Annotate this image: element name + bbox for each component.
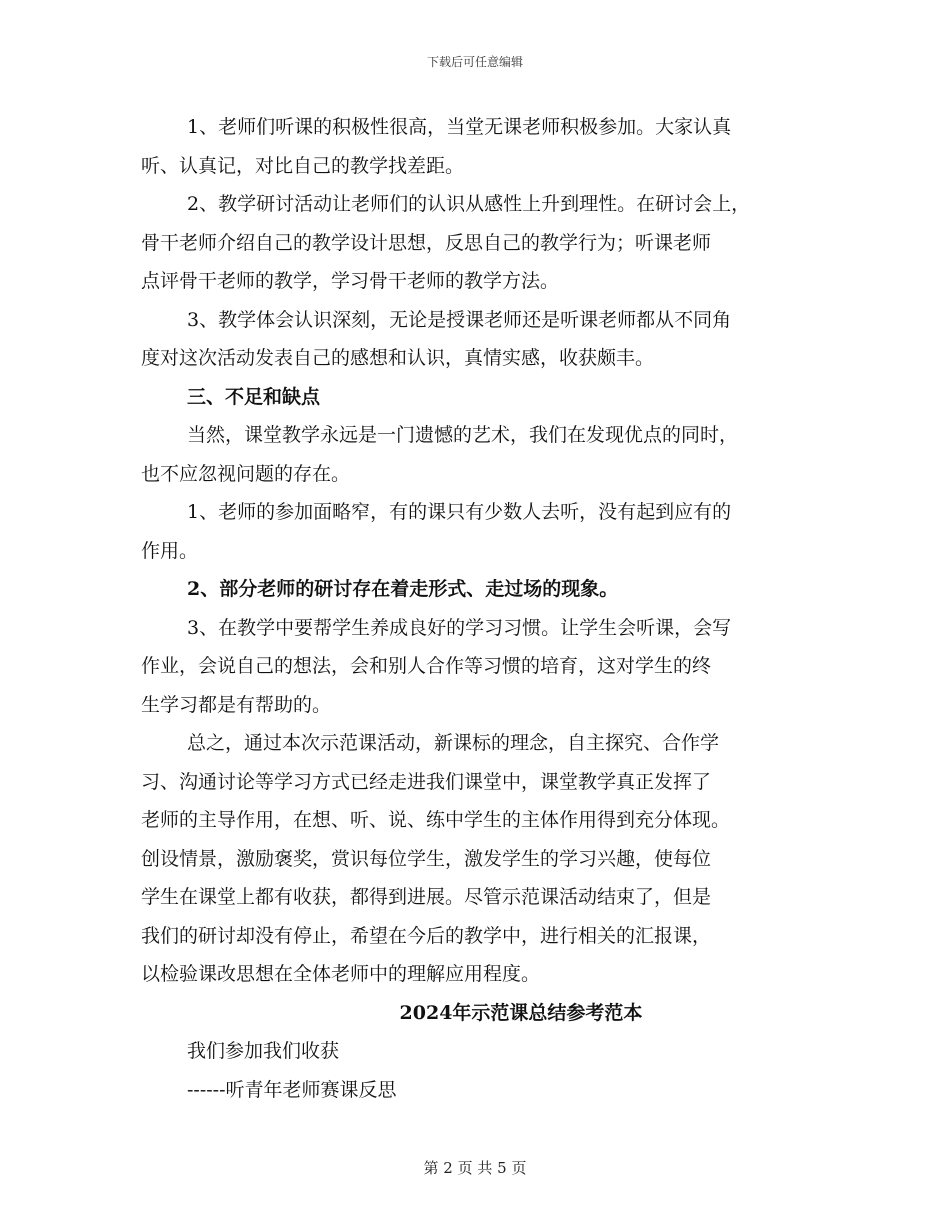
- paragraph-line: 点评骨干老师的教学，学习骨干老师的教学方法。: [141, 270, 560, 292]
- paragraph-line: 也不应忽视问题的存在。: [141, 462, 351, 485]
- paragraph-line: 以检验课改思想在全体老师中的理解应用程度。: [141, 963, 541, 985]
- page-header: 下载后可任意编辑: [426, 55, 523, 69]
- paragraph-line: 骨干老师介绍自己的教学设计思想，反思自己的教学行为；听课老师: [141, 231, 712, 254]
- page-number: 第 2 页 共 5 页: [423, 1159, 527, 1177]
- paragraph-line: 学生在课堂上都有收获，都得到进展。尽管示范课活动结束了，但是: [141, 886, 712, 908]
- paragraph-line: 作用。: [141, 539, 199, 562]
- paragraph-line-bold: 2、部分老师的研讨存在着走形式、走过场的现象。: [187, 578, 619, 600]
- document-body: [141, 108, 831, 1109]
- paragraph-line: 习、沟通讨论等学习方式已经走进我们课堂中，课堂教学真正发挥了: [141, 770, 712, 793]
- paragraph-line: 总之，通过本次示范课活动，新课标的理念，自主探究、合作学: [187, 732, 720, 754]
- paragraph-line: 1、老师们听课的积极性很高，当堂无课老师积极参加。大家认真: [187, 116, 732, 138]
- paragraph-line: 当然，课堂教学永远是一门遗憾的艺术，我们在发现优点的同时，: [187, 424, 739, 446]
- paragraph-line: 老师的主导作用，在想、听、说、练中学生的主体作用得到充分体现。: [141, 809, 731, 831]
- paragraph-line: 1、老师的参加面略窄，有的课只有少数人去听，没有起到应有的: [187, 501, 732, 523]
- paragraph-line: 作业，会说自己的想法，会和别人合作等习惯的培育，这对学生的终: [141, 655, 712, 677]
- paragraph-line: ------听青年老师赛课反思: [187, 1078, 397, 1101]
- paragraph-line: 2、教学研讨活动让老师们的认识从感性上升到理性。在研讨会上，: [187, 193, 751, 215]
- paragraph-line: 创设情景，激励褒奖，赏识每位学生，激发学生的学习兴趣，使每位: [141, 847, 712, 870]
- paragraph-line: 我们参加我们收获: [187, 1040, 340, 1062]
- paragraph-line: 我们的研讨却没有停止，希望在今后的教学中，进行相关的汇报课，: [141, 924, 712, 947]
- paragraph-line: 度对这次活动发表自己的感想和认识，真情实感，收获颇丰。: [141, 347, 655, 369]
- paragraph-line: 生学习都是有帮助的。: [141, 693, 332, 716]
- paragraph-line: 3、教学体会认识深刻，无论是授课老师还是听课老师都从不同角: [187, 308, 732, 331]
- document-title: 2024年示范课总结参考范本: [399, 1001, 643, 1024]
- paragraph-line: 3、在教学中要帮学生养成良好的学习习惯。让学生会听课，会写: [187, 616, 732, 639]
- paragraph-line: 听、认真记，对比自己的教学找差距。: [141, 154, 465, 177]
- section-heading: 三、不足和缺点: [187, 385, 321, 408]
